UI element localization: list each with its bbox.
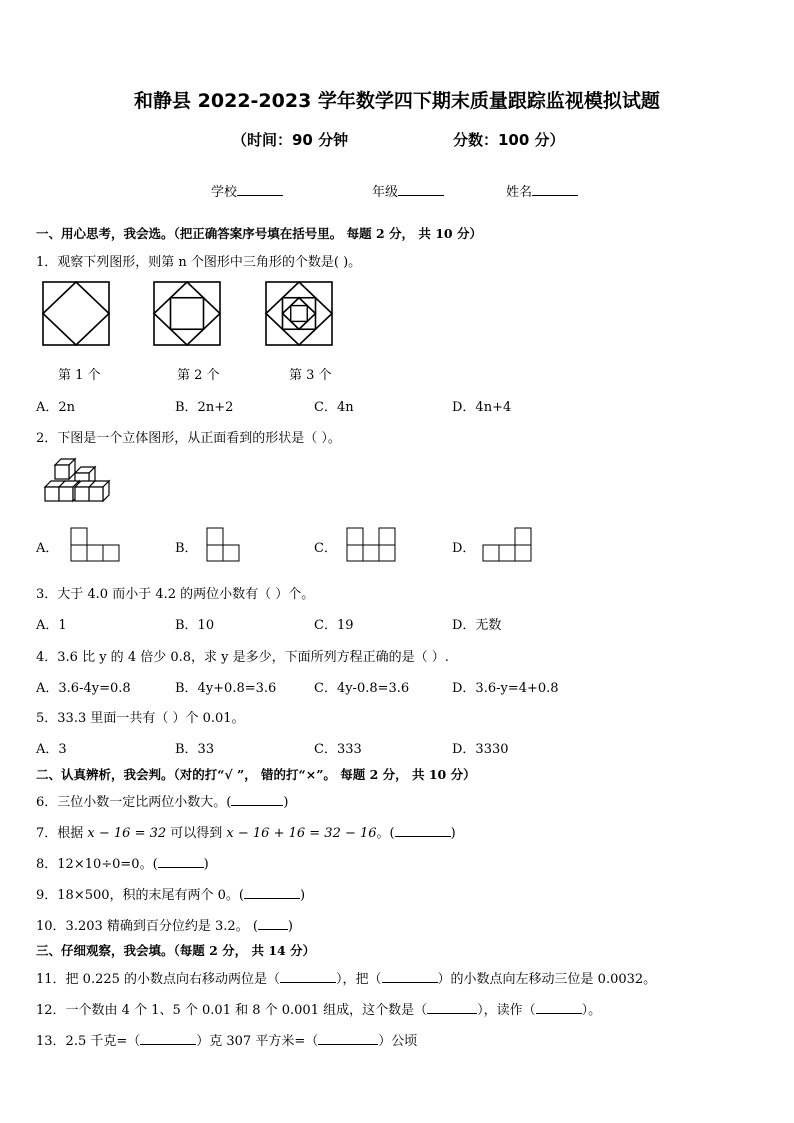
question-11-text-b: ），把（ [336, 972, 382, 987]
q3-option-a[interactable]: A．1 [36, 618, 67, 633]
q5-option-d[interactable]: D．3330 [452, 742, 509, 757]
school-label: 学校 [211, 185, 238, 200]
section-3-heading: 三、仔细观察，我会填。（每题 2 分， 共 14 分） [36, 943, 316, 958]
section-1-heading: 一、用心思考，我会选。（把正确答案序号填在括号里。 每题 2 分， 共 10 分） [36, 226, 482, 241]
school-blank[interactable] [237, 183, 283, 196]
q1-option-c[interactable]: C．4n [314, 400, 354, 415]
name-field [506, 181, 578, 200]
q2-option-b[interactable]: B． [175, 541, 198, 556]
question-4: 4．3.6 比 y 的 4 倍少 0.8，求 y 是多少，下面所列方程正确的是（ ）. [36, 650, 449, 665]
q5-option-a[interactable]: A．3 [36, 742, 67, 757]
question-13-blank-2[interactable] [318, 1032, 378, 1045]
question-8-blank[interactable] [158, 855, 204, 868]
question-5: 5．33.3 里面一共有（ ）个 0.01。 [36, 711, 245, 726]
question-11 [36, 968, 656, 987]
exam-time: （时间：90 分钟 [232, 131, 349, 149]
school-field [211, 181, 283, 200]
question-10-blank[interactable] [258, 917, 288, 930]
question-9-blank[interactable] [244, 886, 300, 899]
question-6-text: 6．三位小数一定比两位小数大。( [36, 795, 232, 810]
question-7-close: ) [450, 826, 456, 841]
q1-figure-2-label: 第 2 个 [177, 368, 220, 383]
q1-figure-3 [265, 281, 335, 347]
question-7-equation: x − 16 = 32 [87, 826, 167, 841]
q4-option-c[interactable]: C．4y-0.8=3.6 [314, 681, 410, 696]
question-12-text-a: 12．一个数由 4 个 1、5 个 0.01 和 8 个 0.001 组成，这个数是（ [36, 1003, 428, 1018]
question-9-close: ) [300, 888, 306, 903]
question-12-text-b: ），读作（ [477, 1003, 536, 1018]
question-8-text: 8．12×10÷0=0。( [36, 857, 158, 872]
question-12-text-c: ）。 [581, 1003, 602, 1018]
q1-figure-1 [42, 281, 112, 347]
question-11-blank-2[interactable] [382, 970, 438, 983]
q1-option-a[interactable]: A．2n [36, 400, 76, 415]
question-7-derived-equation: x − 16 + 16 = 32 − 16 [226, 826, 377, 841]
q5-option-b[interactable]: B．33 [175, 742, 215, 757]
question-6-blank[interactable] [231, 793, 283, 806]
question-11-blank-1[interactable] [280, 970, 336, 983]
question-7 [36, 822, 456, 841]
name-blank[interactable] [532, 183, 578, 196]
question-8 [36, 853, 209, 872]
grade-blank[interactable] [398, 183, 444, 196]
question-7-blank[interactable] [395, 824, 451, 837]
name-label: 姓名 [506, 185, 533, 200]
question-13-text-b: ）克 307 平方米=（ [196, 1034, 319, 1049]
q1-option-b[interactable]: B．2n+2 [175, 400, 234, 415]
q3-option-b[interactable]: B．10 [175, 618, 215, 633]
q3-option-d[interactable]: D．无数 [452, 618, 502, 633]
q4-option-a[interactable]: A．3.6-4y=0.8 [36, 681, 131, 696]
exam-score: 分数：100 分） [453, 131, 565, 149]
question-12-blank-2[interactable] [536, 1001, 582, 1014]
page-title: 和静县 2022-2023 学年数学四下期末质量跟踪监视模拟试题 [134, 90, 660, 112]
question-2: 2．下图是一个立体图形，从正面看到的形状是（ ）。 [36, 431, 341, 446]
q2-option-d-figure[interactable] [482, 527, 534, 563]
grade-label: 年级 [372, 185, 399, 200]
question-6-close: ) [283, 795, 289, 810]
q1-figure-3-label: 第 3 个 [289, 368, 332, 383]
q2-option-a-figure[interactable] [70, 527, 122, 563]
question-13 [36, 1030, 417, 1049]
question-13-text-c: ）公顷 [378, 1034, 418, 1049]
question-11-text-c: ）的小数点向左移动三位是 0.0032。 [437, 972, 657, 987]
question-13-text-a: 13．2.5 千克=（ [36, 1034, 141, 1049]
q3-option-c[interactable]: C．19 [314, 618, 354, 633]
q1-figure-1-label: 第 1 个 [58, 368, 101, 383]
question-6 [36, 791, 288, 810]
q2-option-b-figure[interactable] [206, 527, 242, 563]
q4-option-d[interactable]: D．3.6-y=4+0.8 [452, 681, 559, 696]
q1-option-d[interactable]: D．4n+4 [452, 400, 512, 415]
question-13-blank-1[interactable] [140, 1032, 196, 1045]
section-2-heading: 二、认真辨析，我会判。（对的打“√ ”， 错的打“×”。 每题 2 分， 共 10 分） [36, 767, 476, 782]
question-12-blank-1[interactable] [427, 1001, 477, 1014]
q2-solid-figure [42, 456, 110, 508]
question-10 [36, 915, 293, 934]
question-9-text: 9．18×500，积的末尾有两个 0。( [36, 888, 244, 903]
q1-figure-2 [153, 281, 223, 347]
q2-option-c-figure[interactable] [346, 527, 398, 563]
q2-option-a[interactable]: A． [36, 541, 59, 556]
question-7-text-c: 。( [376, 826, 395, 841]
question-10-text: 10．3.203 精确到百分位约是 3.2。 ( [36, 919, 258, 934]
q2-option-d[interactable]: D． [452, 541, 476, 556]
q4-option-b[interactable]: B．4y+0.8=3.6 [175, 681, 277, 696]
question-10-close: ) [287, 919, 293, 934]
q5-option-c[interactable]: C．333 [314, 742, 362, 757]
question-11-text-a: 11．把 0.225 的小数点向右移动两位是（ [36, 972, 281, 987]
question-12 [36, 999, 601, 1018]
grade-field [372, 181, 444, 200]
question-9 [36, 884, 305, 903]
question-7-text-b: 可以得到 [166, 826, 227, 841]
question-1: 1．观察下列图形，则第 n 个图形中三角形的个数是( )。 [36, 255, 362, 270]
question-3: 3．大于 4.0 而小于 4.2 的两位小数有（ ）个。 [36, 587, 315, 602]
question-7-text-a: 7．根据 [36, 826, 88, 841]
q2-option-c[interactable]: C． [314, 541, 337, 556]
question-8-close: ) [203, 857, 209, 872]
